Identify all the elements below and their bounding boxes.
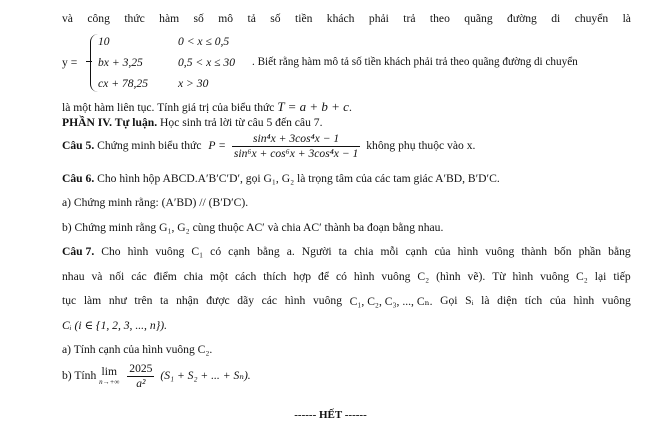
q7l2-word: C₂	[417, 270, 430, 283]
q7l3-word: dãy	[237, 294, 254, 307]
q7l1-word: mỗi	[380, 245, 399, 258]
q7-part-a: a) Tính cạnh của hình vuông C₂.	[62, 343, 213, 356]
q7l2-word: chia	[183, 270, 204, 283]
q7l3-word: tích	[524, 294, 543, 307]
q7l1-word: chia	[354, 245, 374, 258]
q5-lhs: P =	[208, 139, 226, 153]
intro-word: đường	[507, 12, 537, 25]
q7l2-word: hợp	[293, 270, 312, 283]
q5-tail: không phụ thuộc vào x.	[366, 139, 476, 153]
q7l1-word: Cho	[101, 245, 121, 258]
q7-label: Câu 7.	[62, 245, 95, 258]
q7l1-word: phần	[578, 245, 602, 258]
intro-word: tiền	[295, 12, 313, 25]
piecewise-row-2-cond: 0,5 < x ≤ 30	[178, 56, 236, 69]
q7l3-word: hình	[573, 294, 595, 307]
q7l1-word: ta	[338, 245, 348, 258]
q5-fraction	[232, 132, 360, 161]
piecewise-lhs: y =	[62, 56, 78, 69]
q7l3-word: ta	[160, 294, 169, 307]
q7-fraction	[127, 362, 154, 391]
q7l2-word: (hình	[436, 270, 461, 283]
q7l3-word: tục	[62, 294, 77, 307]
q7l3-word: nhận	[176, 294, 199, 307]
question-6	[62, 172, 500, 185]
q7l1-word: thành	[521, 245, 548, 258]
q7l2-word: nối	[109, 270, 125, 283]
q5-numerator: sin⁴x + 3cos⁴x − 1	[232, 132, 360, 147]
q7-limit	[99, 364, 120, 387]
q7l3-word: các	[261, 294, 278, 307]
q7-part-b	[62, 362, 251, 391]
intro-word: là	[622, 12, 631, 25]
q6-part-a: a) Chứng minh rằng: (A′BD) // (B′D′C).	[62, 196, 249, 209]
q7l2-word: lại	[594, 270, 607, 283]
q7l1-word: a.	[286, 245, 295, 258]
q7l1-word: Người	[301, 245, 332, 258]
continuous-text: là một hàm liên tục. Tính giá trị của biểu thức	[62, 101, 275, 114]
intro-word: phải	[368, 12, 389, 25]
q7l1-word: bốn	[554, 245, 572, 258]
q7l3-word: trên	[134, 294, 153, 307]
expression-T: T = a + b + c	[277, 99, 349, 114]
question-5	[62, 132, 475, 161]
q7l2-word: các	[131, 270, 147, 283]
q7l2-word: tiếp	[613, 270, 631, 283]
part-iv-line	[62, 116, 322, 129]
q7l1-word: hình	[457, 245, 479, 258]
intro-word: công	[87, 12, 110, 25]
continuous-line	[62, 99, 352, 115]
q7l1-word: bằng	[608, 245, 631, 258]
q7l3-word: vuông	[313, 294, 342, 307]
intro-word: hàm	[159, 12, 180, 25]
q6-part-b: b) Chứng minh rằng G₁, G₂ cùng thuộc AC′ và chia AC′ thành ba đoạn bằng nhau.	[62, 221, 444, 234]
q7l3-word: C₁, C₂, C₃, ..., Cₙ.	[349, 295, 433, 308]
q7-denominator: a²	[136, 377, 146, 390]
intro-word: tả	[247, 12, 256, 25]
q7l1-word: C₁	[191, 245, 204, 258]
q7l2-word: vẽ).	[467, 270, 486, 283]
q7l2-word: vuông	[381, 270, 411, 283]
q7l1-word: cạnh	[405, 245, 428, 258]
continuous-end: .	[348, 101, 352, 114]
piecewise-tail: . Biết rằng hàm mô tả số tiền khách phải trả theo quãng đường di chuyển	[252, 56, 578, 68]
q7l2-word: điểm	[153, 270, 177, 283]
q7l2-word: hình	[512, 270, 534, 283]
q7l2-word: Từ	[492, 270, 506, 283]
intro-word: số	[193, 12, 204, 25]
part-iv-title: PHẦN IV. Tự luận.	[62, 116, 158, 129]
q7l2-word: nhau	[62, 270, 85, 283]
q5-label: Câu 5.	[62, 139, 95, 153]
intro-word: quãng	[464, 12, 493, 25]
intro-word: trả	[403, 12, 416, 25]
q7l3-word: hình	[284, 294, 306, 307]
q7l2-word: để	[318, 270, 329, 283]
intro-word: và	[62, 12, 73, 25]
q5-text: Chứng minh biểu thức	[97, 139, 202, 153]
q7l3-word: là	[481, 294, 490, 307]
q7l3-word: như	[108, 294, 127, 307]
q7l3-word: vuông	[601, 294, 631, 307]
q7l2-word: hình	[353, 270, 375, 283]
piecewise-row-3-cond: x > 30	[178, 77, 209, 90]
q7-line-2	[62, 270, 631, 283]
q7l3-word: của	[549, 294, 566, 307]
q7-line-1	[62, 245, 631, 258]
part-iv-text: Học sinh trả lời từ câu 5 đến câu 7.	[160, 116, 323, 129]
q7l1-word: của	[434, 245, 451, 258]
q7l2-word: cách	[235, 270, 257, 283]
intro-word: khách	[326, 12, 355, 25]
q7l1-word: vuông	[485, 245, 515, 258]
q7-b-prefix: b) Tính	[62, 369, 97, 383]
intro-line	[62, 12, 631, 25]
q7-line-4: Cᵢ (i ∈ {1, 2, 3, ..., n}).	[62, 319, 168, 332]
q7l3-word: được	[206, 294, 230, 307]
intro-word: theo	[429, 12, 450, 25]
q6-text: Cho hình hộp ABCD.A′B′C′D′, gọi G₁, G₂ là trọng tâm của các tam giác A′BD, B′D′C.	[97, 172, 500, 185]
q7l1-word: bằng	[257, 245, 280, 258]
q7l3-word: làm	[83, 294, 102, 307]
piecewise-row-3-expr: cx + 78,25	[98, 77, 148, 90]
intro-word: di	[551, 12, 561, 25]
piecewise-brace-tip	[86, 61, 92, 62]
intro-word: mô	[218, 12, 234, 25]
piecewise-row-2-expr: bx + 3,25	[98, 56, 143, 69]
q7l2-word: một	[210, 270, 229, 283]
q7l2-word: và	[91, 270, 103, 283]
q5-denominator: sin⁶x + cos⁶x + 3cos⁴x − 1	[233, 147, 359, 160]
intro-word: thức	[124, 12, 145, 25]
q7l3-word: Gọi	[440, 294, 458, 307]
q7l2-word: có	[335, 270, 347, 283]
q7l3-word: diện	[497, 294, 518, 307]
piecewise-row-1-expr: 10	[98, 35, 110, 48]
q7l2-word: C₂	[576, 270, 588, 283]
footer-end: ------ HẾT ------	[294, 409, 367, 421]
intro-word: số	[270, 12, 281, 25]
q7-numerator: 2025	[129, 362, 153, 375]
q7-b-tail: (S₁ + S₂ + ... + Sₙ).	[160, 369, 251, 383]
q7l1-word: cạnh	[228, 245, 251, 258]
q7l1-word: vuông	[155, 245, 185, 258]
q7l1-word: có	[210, 245, 222, 258]
q7-lim-bottom: n→+∞	[99, 377, 120, 386]
q7l2-word: vuông	[540, 270, 570, 283]
q7-line-3	[62, 294, 631, 308]
q7-lim-top: lim	[101, 364, 117, 378]
piecewise-row-1-cond: 0 < x ≤ 0,5	[178, 35, 230, 48]
q7l3-word: Sᵢ	[465, 294, 474, 307]
q7l1-word: hình	[127, 245, 149, 258]
intro-word: chuyển	[574, 12, 609, 25]
q7l2-word: thích	[263, 270, 287, 283]
q6-label: Câu 6.	[62, 172, 95, 185]
